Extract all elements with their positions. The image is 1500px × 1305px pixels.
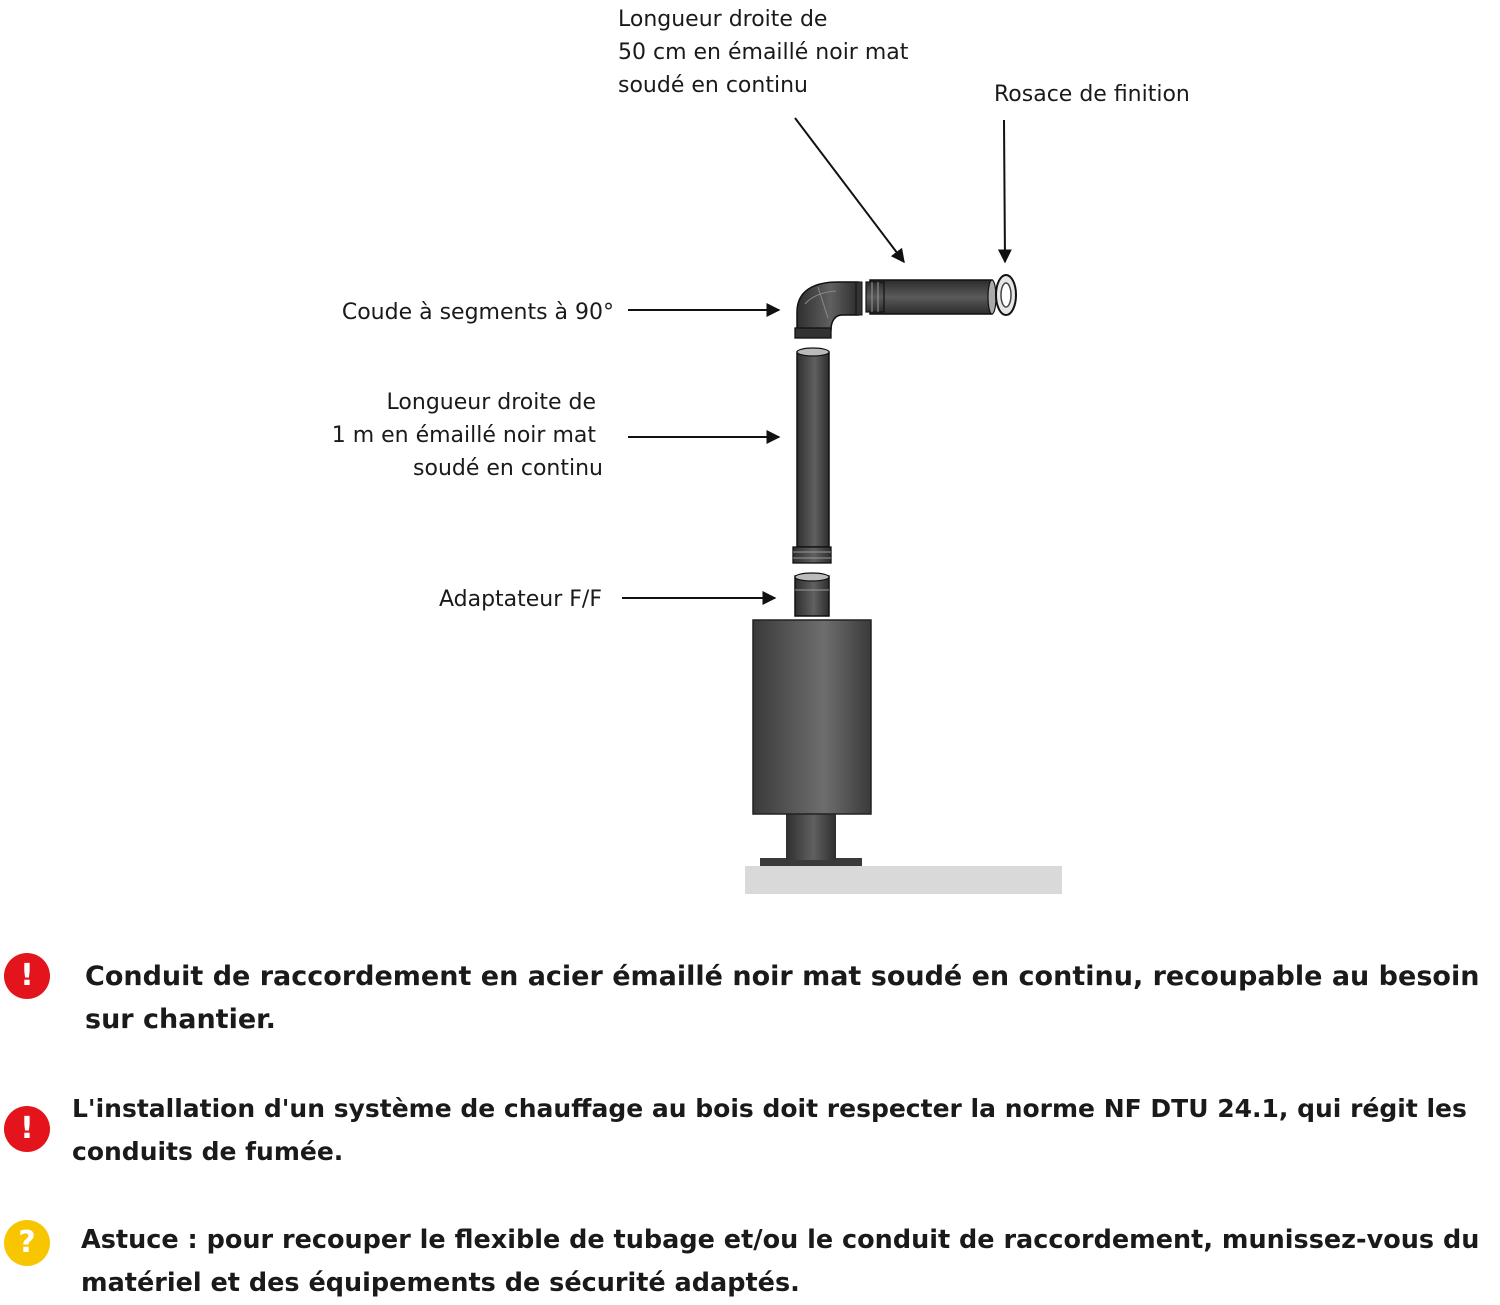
label-straight-1m: Longueur droite de 1 m en émaillé noir mat soudé en continu	[331, 390, 603, 481]
note-warning-1: Conduit de raccordement en acier émaillé noir mat soudé en continu, recoupable au besoin sur chantier.	[85, 961, 1480, 1035]
arrow-straight-50	[795, 118, 904, 262]
question-icon: ?	[4, 1220, 50, 1266]
label-rosace: Rosace de finition	[994, 82, 1190, 107]
straight-pipe-1m	[797, 352, 829, 547]
adapter-ff	[795, 576, 829, 616]
label-straight-50: Longueur droite de 50 cm en émaillé noir mat soudé en continu	[618, 7, 909, 98]
finishing-rosace	[996, 275, 1016, 315]
stove-foot	[786, 812, 836, 860]
note-warning-2: L'installation d'un système de chauffage au bois doit respecter la norme NF DTU 24.1, qui régit les conduits de fumée.	[72, 1094, 1467, 1166]
straight-pipe-50cm	[870, 280, 992, 314]
note-tip: Astuce : pour recouper le flexible de tubage et/ou le conduit de raccordement, munissez-vous du matériel et des équipements de sécurité adaptés.	[81, 1225, 1480, 1298]
stove-body	[753, 620, 871, 814]
floor	[745, 866, 1062, 894]
warning-icon: !	[4, 1106, 50, 1152]
warning-icon: !	[4, 953, 50, 999]
label-elbow: Coude à segments à 90°	[341, 300, 614, 325]
label-adapter: Adaptateur F/F	[438, 587, 602, 612]
arrow-rosace	[1004, 120, 1005, 262]
segmented-elbow-90	[795, 282, 862, 338]
